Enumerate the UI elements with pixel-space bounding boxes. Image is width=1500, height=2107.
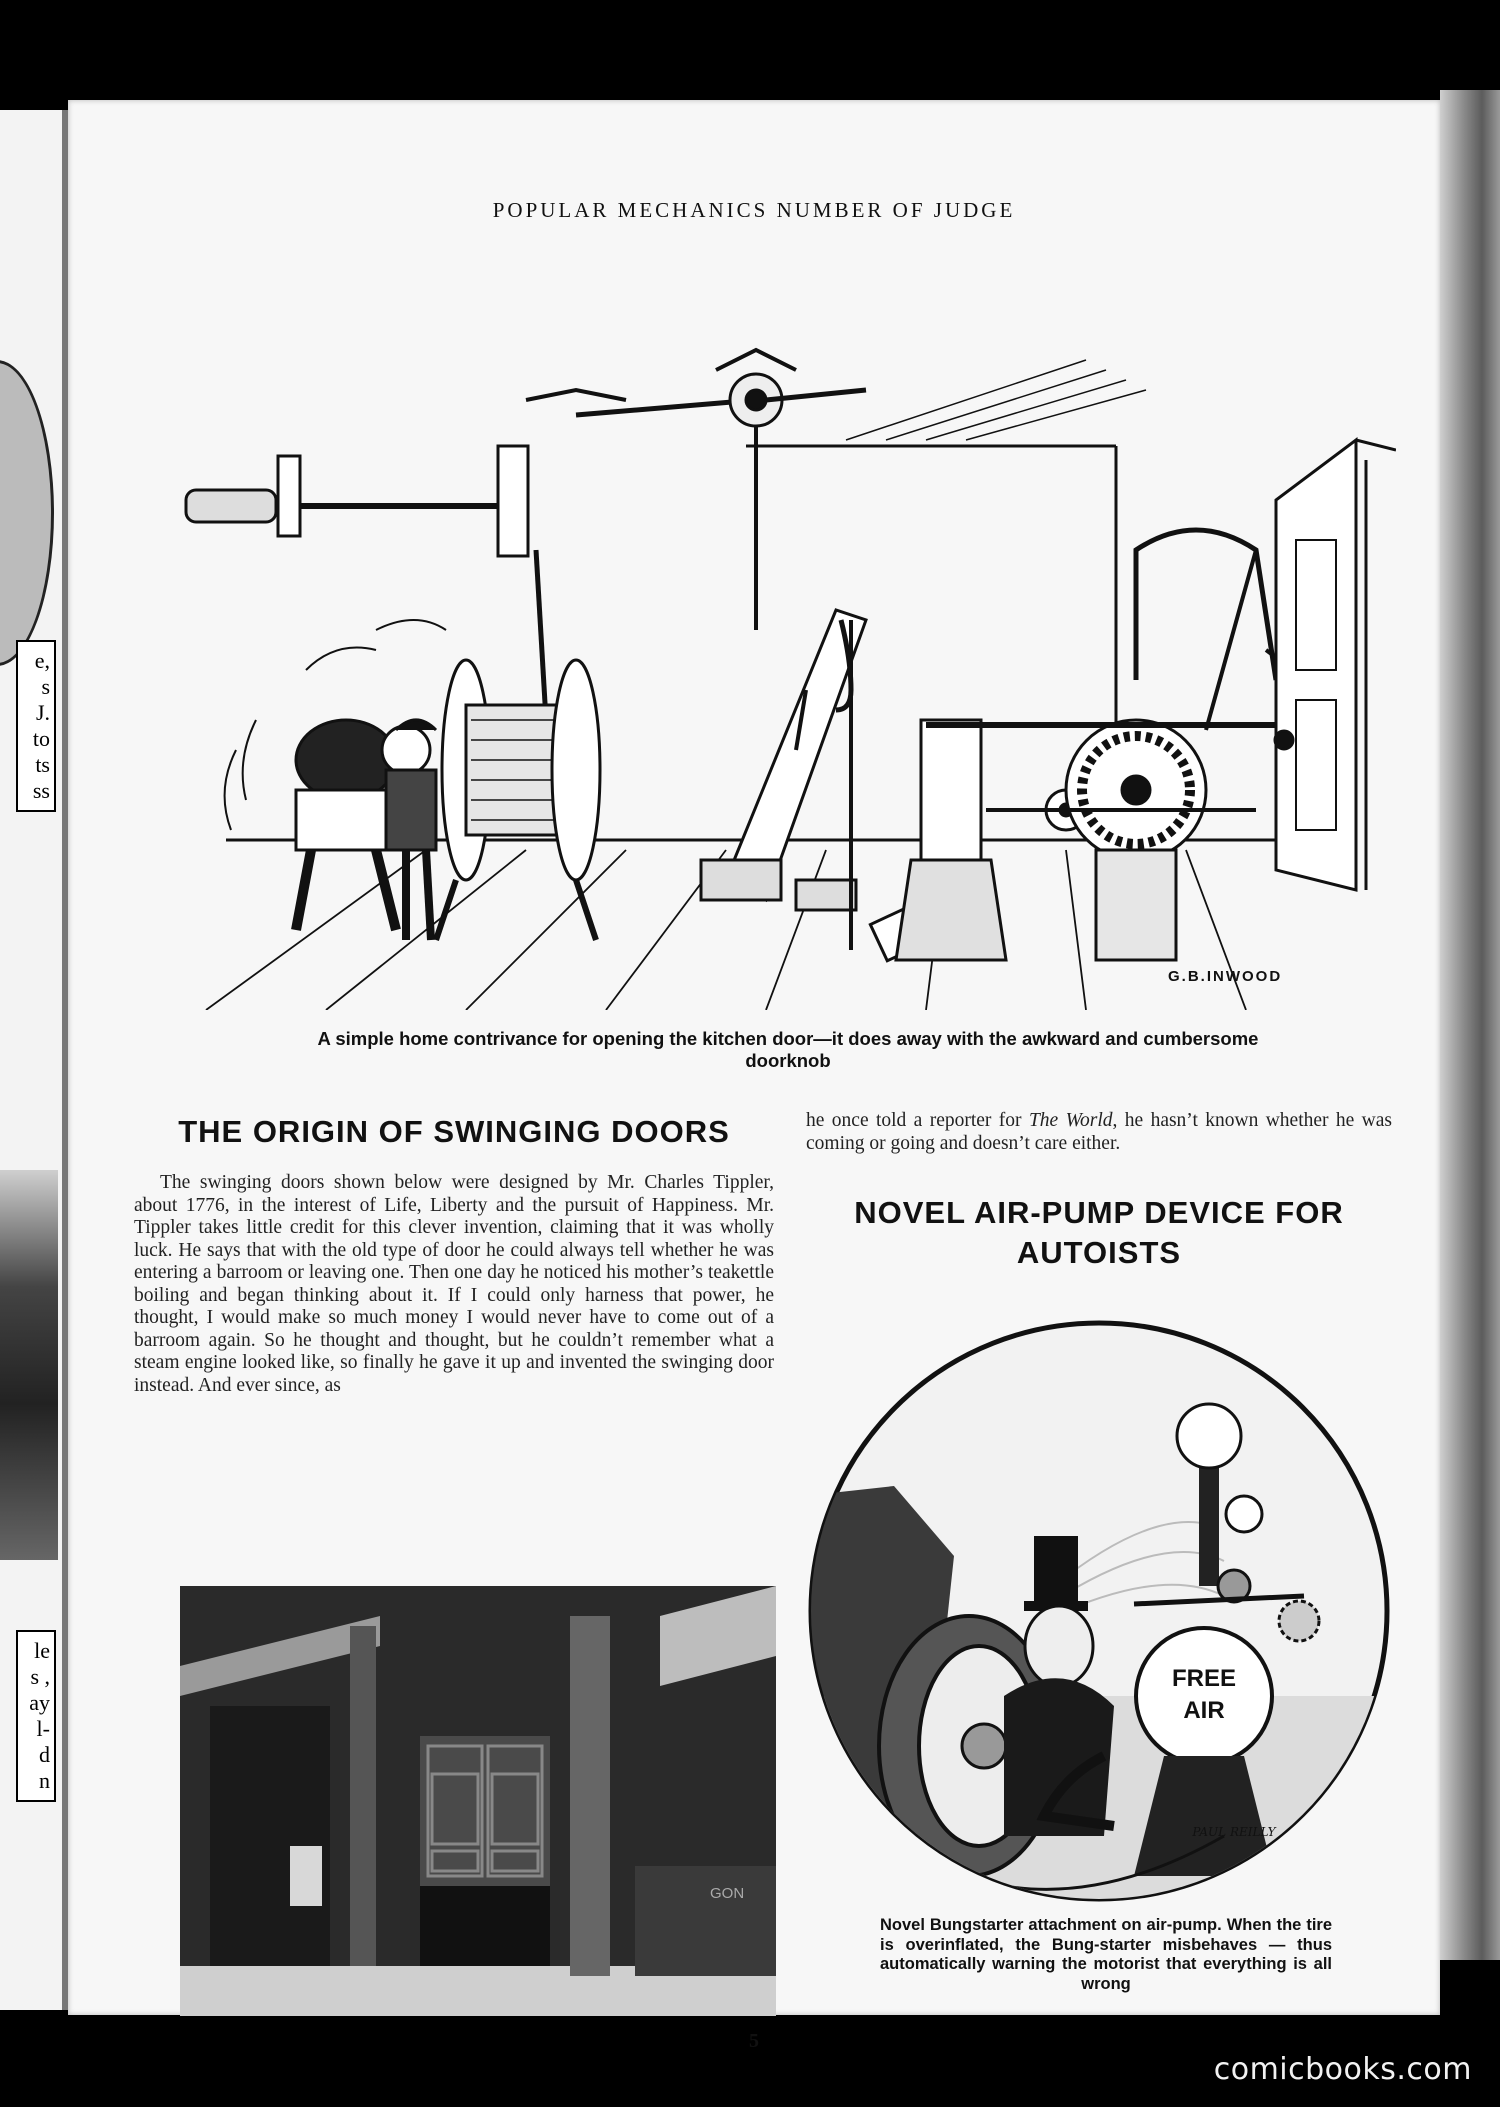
saloon-doors-photo-drawing: [180, 1586, 776, 2016]
magazine-page: [68, 100, 1440, 2052]
top-cartoon-caption: A simple home contrivance for opening the kitchen door—it does away with the awkward and cumbersome doorknob: [317, 1028, 1259, 1071]
left-fragment: to: [32, 726, 50, 751]
watermark: comicbooks.com: [1213, 2052, 1472, 2087]
swinging-doors-body: The swinging doors shown below were designed by Mr. Charles Tippler, about 1776, in the interest of Life, Liberty and the pursuit of Happiness. Mr. Tippler takes little credit for this clever invention, claiming that it was wholly luck. He says that with the old type of door he could always tell whether he was entering a barroom or leaving one. Then one day he noticed his mother’s teakettle boiling and began thinking about it. If I could only harness that power, he thought, I would make so much money I would never have to come out of a barroom again. So he thought and thought, but he couldn’t remember what a steam engine looked like, so finally he gave it up and invented the swinging door instead. And ever since, as: [134, 1172, 774, 1396]
door-contraption-drawing: [106, 250, 1396, 1010]
left-fragment: le: [34, 1638, 50, 1663]
cartoon-artist-signature: G.B.INWOOD: [1168, 968, 1283, 985]
saloon-doors-photo: [180, 1586, 776, 2016]
left-fragment: e,: [34, 648, 50, 673]
left-page-text-box-1: [16, 640, 56, 812]
left-fragment: l-: [36, 1716, 50, 1741]
left-fragment: ss: [32, 778, 50, 803]
left-page-illustration: [0, 1170, 58, 1560]
continuation-text-2: , he hasn’t known whether he was coming or going and doesn’t care either.: [806, 1110, 1393, 1154]
pump-cartoon-signature: PAUL REILLY: [1192, 1825, 1276, 1839]
page-number: 5: [749, 2030, 759, 2052]
air-pump-headline: NOVEL AIR-PUMP DEVICE FOR AUTOISTS: [854, 1195, 1344, 1270]
door-contraption-cartoon: [106, 250, 1396, 1010]
left-fragment: s: [41, 674, 50, 699]
air-pump-cartoon: [804, 1316, 1394, 1906]
swinging-doors-article: [134, 1112, 774, 1397]
air-pump-drawing: [804, 1316, 1394, 1906]
free-air-label-top: FREE: [1171, 1665, 1237, 1692]
book-page-edges: [1440, 90, 1500, 1960]
left-page-round-illustration: [0, 360, 54, 666]
right-column: [806, 1110, 1392, 1273]
free-air-label-bottom: AIR: [1183, 1697, 1225, 1724]
left-facing-page: [0, 110, 68, 2010]
photo-sign-text: GON: [710, 1885, 745, 1902]
swinging-doors-headline: THE ORIGIN OF SWINGING DOORS: [178, 1114, 730, 1149]
left-fragment: ts: [35, 752, 50, 777]
left-fragment: s ,: [30, 1664, 50, 1689]
continuation-text-1: he once told a reporter for: [806, 1110, 1029, 1131]
newspaper-name: The World: [1028, 1110, 1113, 1131]
air-pump-caption: Novel Bungstarter attachment on air-pump. When the tire is overinflated, the Bung-starter misbehaves — thus automatically warning the motorist that everything is all wrong: [880, 1916, 1332, 1993]
left-fragment: ay: [29, 1690, 50, 1715]
left-fragment: d: [39, 1742, 50, 1767]
left-page-text-box-2: [16, 1630, 56, 1802]
running-head: POPULAR MECHANICS NUMBER OF JUDGE: [492, 198, 1016, 222]
swinging-doors-continuation: [806, 1110, 1392, 1155]
left-fragment: n: [39, 1768, 50, 1793]
left-fragment: J.: [35, 700, 50, 725]
